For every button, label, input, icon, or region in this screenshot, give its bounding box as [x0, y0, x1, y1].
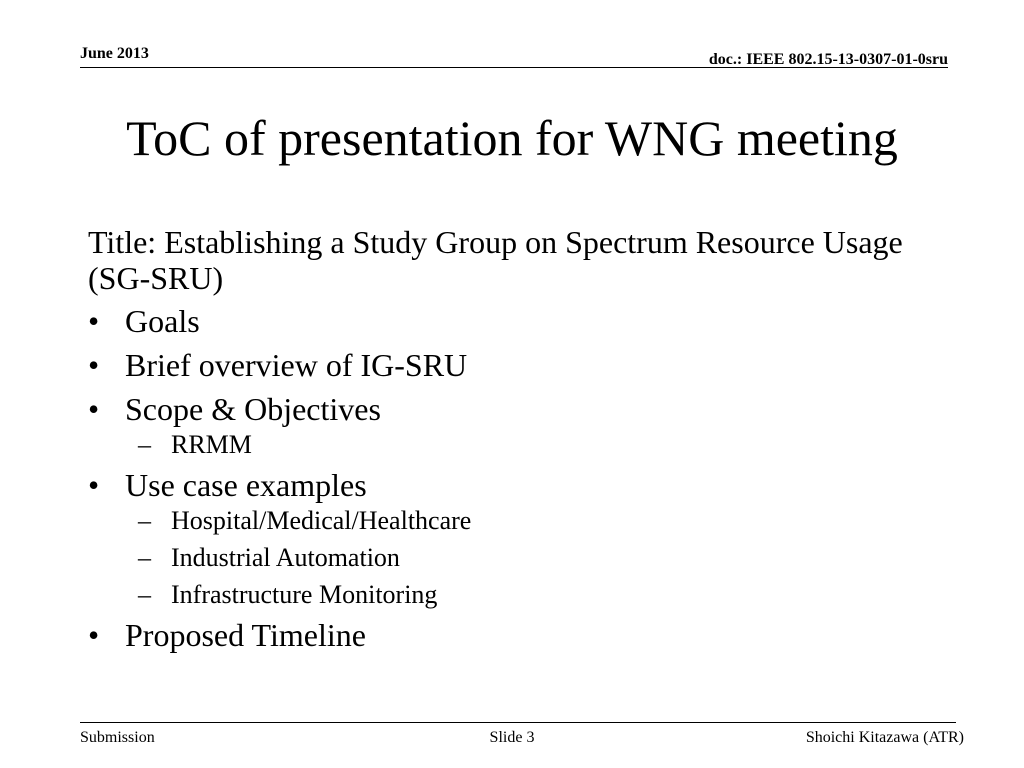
sub-item-label: RRMM [171, 430, 252, 459]
bullet-item-timeline [88, 616, 948, 654]
sub-item-label: Infrastructure Monitoring [171, 580, 438, 609]
sub-item-label: Industrial Automation [171, 543, 400, 572]
slide-title: ToC of presentation for WNG meeting [126, 110, 898, 166]
sub-bullet-marker: – [138, 430, 151, 459]
bullet-label: Use case examples [125, 467, 367, 503]
bullet-marker: • [88, 347, 100, 383]
bullet-item-goals [88, 302, 948, 340]
document-id: doc.: IEEE 802.15-13-0307-01-0sru [708, 51, 948, 68]
header-divider [80, 67, 948, 68]
bullet-item-scope [88, 390, 948, 428]
bullet-item-use-cases [88, 466, 948, 504]
bullet-marker: • [88, 617, 100, 653]
sub-item-label: Hospital/Medical/Healthcare [171, 506, 472, 535]
sub-item-rrmm [88, 430, 948, 460]
bullet-label: Proposed Timeline [125, 617, 366, 653]
slide-number: Slide 3 [489, 729, 535, 746]
sub-bullet-marker: – [138, 506, 151, 535]
presentation-title-text: Title: Establishing a Study Group on Spectrum Resource Usage (SG-SRU) [88, 224, 903, 296]
bullet-marker: • [88, 303, 100, 339]
bullet-marker: • [88, 467, 100, 503]
bullet-label: Brief overview of IG-SRU [125, 347, 468, 383]
bullet-item-overview [88, 346, 948, 384]
bullet-label: Goals [125, 303, 200, 339]
sub-item-healthcare [88, 506, 948, 536]
sub-bullet-marker: – [138, 580, 151, 609]
sub-item-infrastructure [88, 580, 948, 610]
footer-divider [80, 722, 956, 723]
bullet-label: Scope & Objectives [125, 391, 381, 427]
sub-item-industrial [88, 543, 948, 573]
header-date: June 2013 [80, 45, 149, 62]
sub-bullet-marker: – [138, 543, 151, 572]
bullet-marker: • [88, 391, 100, 427]
footer-author: Shoichi Kitazawa (ATR) [805, 729, 964, 746]
slide-body [88, 224, 948, 654]
footer-submission: Submission [80, 729, 155, 746]
